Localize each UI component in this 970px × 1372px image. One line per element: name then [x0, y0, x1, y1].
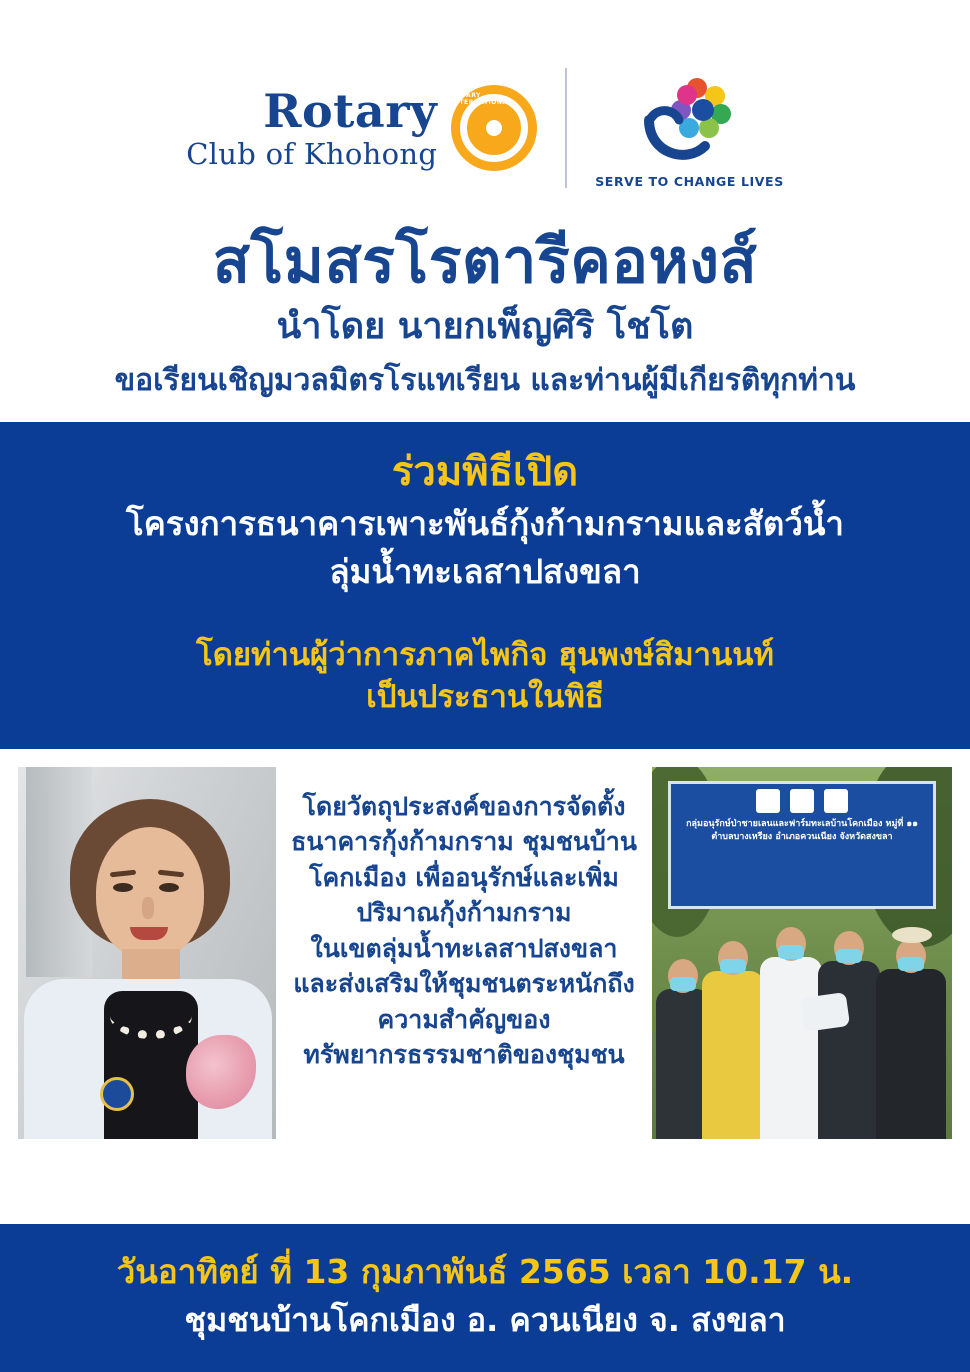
photo-person — [818, 961, 880, 1139]
club-title: สโมสรโรตารีคอหงส์ — [212, 226, 758, 297]
event-project-line-2: ลุ่มน้ำทะเลสาปสงขลา — [329, 552, 641, 592]
photo-face-mask — [720, 959, 746, 973]
signboard-logos — [671, 789, 933, 813]
description-line: ปริมาณกุ้งก้ามกราม — [356, 898, 572, 928]
description-line: ธนาคารกุ้งก้ามกราม ชุมชนบ้าน — [291, 827, 637, 857]
serve-tagline: SERVE TO CHANGE LIVES — [595, 173, 784, 189]
rotary-wheel-text: ROTARY INTERNATIONAL — [451, 92, 512, 106]
event-presider-line-2: เป็นประธานในพิธี — [366, 678, 604, 715]
objective-description — [286, 767, 642, 1073]
event-date-time: วันอาทิตย์ ที่ 13 กุมภาพันธ์ 2565 เวลา 10.17 น. — [116, 1252, 854, 1292]
rotary-wheel-icon — [451, 85, 537, 171]
event-kicker: ร่วมพิธีเปิด — [391, 448, 579, 495]
photo-person — [876, 969, 946, 1139]
photo-face-mask — [778, 945, 804, 959]
logo-divider — [565, 68, 567, 188]
president-portrait-photo — [18, 767, 276, 1139]
signboard-logo — [756, 789, 780, 813]
community-signboard — [668, 781, 936, 909]
club-president-line: นำโดย นายกเพ็ญศิริ โชโต — [276, 305, 694, 347]
rotary-word: Rotary — [263, 83, 438, 138]
event-band — [0, 422, 970, 749]
content-row — [0, 749, 970, 1169]
portrait-rotary-pin-icon — [100, 1077, 134, 1111]
description-line: ทรัพยากรธรรมชาติของชุมชน — [303, 1040, 625, 1070]
description-line: ในเขตลุ่มน้ำทะเลสาปสงขลา — [310, 933, 618, 963]
portrait-eye-left — [113, 883, 133, 892]
description-line: และส่งเสริมให้ชุมชนตระหนักถึง — [293, 969, 635, 999]
club-of-label: Club of Khohong — [186, 136, 438, 171]
serve-to-change-lives-logo — [595, 68, 784, 189]
photo-face-mask — [670, 977, 696, 991]
portrait-nose — [142, 897, 154, 919]
rotary-wordmark — [186, 83, 438, 171]
photo-face-mask — [836, 949, 862, 963]
description-line: โดยวัตถุประสงค์ของการจัดตั้ง — [302, 791, 626, 821]
event-presider-line-1: โดยท่านผู้ว่าการภาคไพกิจ ฮุนพงษ์สิมานนท์ — [196, 636, 774, 673]
portrait-mouth — [130, 927, 168, 940]
rotary-club-logo — [186, 85, 537, 171]
photo-person — [702, 971, 764, 1139]
event-location: ชุมชนบ้านโคกเมือง อ. ควนเนียง จ. สงขลา — [184, 1300, 786, 1339]
signboard-logo — [790, 789, 814, 813]
photo-handover-bag — [800, 992, 850, 1032]
invitation-line: ขอเรียนเชิญมวลมิตรโรแทเรียน และท่านผู้มีเกียรติทุกท่าน — [114, 362, 856, 398]
photo-sun-hat — [892, 927, 932, 943]
signboard-logo — [824, 789, 848, 813]
photo-face-mask — [898, 957, 924, 971]
footer-band — [0, 1224, 970, 1372]
photo-person — [760, 957, 822, 1139]
description-line: ความสำคัญของ — [377, 1004, 551, 1034]
heading-block — [0, 222, 970, 422]
portrait-pearl-necklace — [110, 993, 192, 1039]
event-group-photo — [652, 767, 952, 1139]
event-project-line-1: โครงการธนาคารเพาะพันธ์กุ้งก้ามกรามและสัตว์น้ำ — [126, 503, 844, 543]
signboard-text: กลุ่มอนุรักษ์ป่าชายเลนและฟาร์มทะเลบ้านโคกเมือง หมู่ที่ ๑๑ ตำบลบางเหรียง อำเภอควนเนียง จังหวัดสงขลา — [686, 818, 918, 842]
logo-band — [0, 0, 970, 222]
portrait-eye-right — [159, 883, 179, 892]
description-line: โคกเมือง เพื่ออนุรักษ์และเพิ่ม — [309, 862, 619, 892]
people-of-action-icon — [635, 68, 745, 168]
